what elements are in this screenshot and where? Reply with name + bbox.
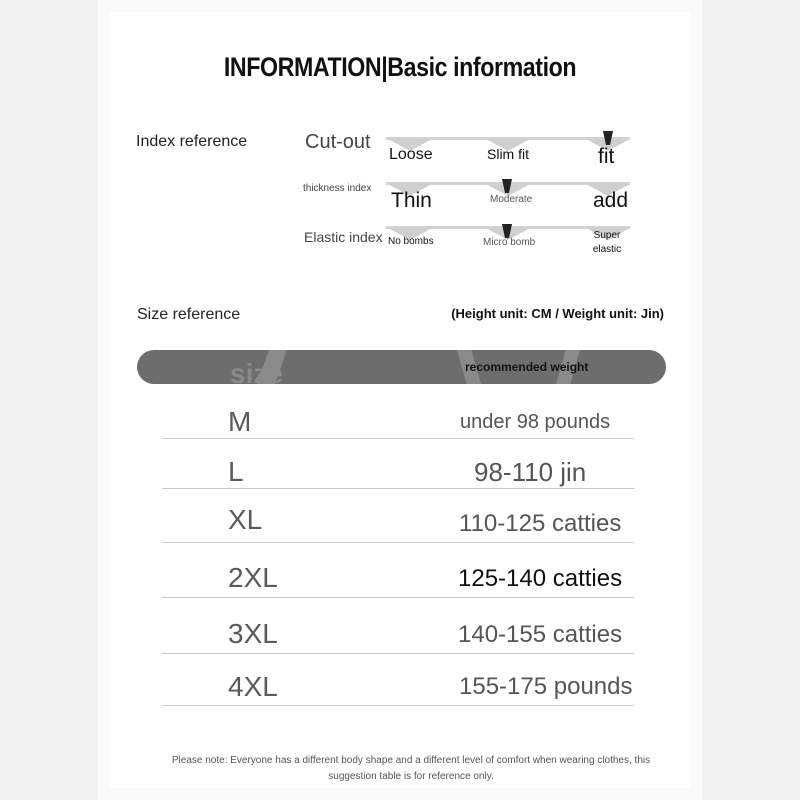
weight-column-header: recommended weight <box>465 360 589 374</box>
cut-out-option-fit: fit <box>598 145 615 168</box>
footnote: Please note: Everyone has a different body shape and a different level of comfort when wearing clothes, this suggestion table is for reference only. <box>171 755 651 782</box>
thickness-option-moderate: Moderate <box>490 194 533 205</box>
weight-cell-m: under 98 pounds <box>460 411 611 433</box>
size-column-header: size <box>230 358 283 389</box>
row-divider <box>162 653 634 654</box>
elastic-label: Elastic index <box>304 229 383 245</box>
elastic-option-none: No bombs <box>388 236 434 247</box>
unit-note: (Height unit: CM / Weight unit: Jin) <box>451 306 664 321</box>
info-card <box>110 12 690 788</box>
elastic-option-super: Super elastic <box>592 230 622 255</box>
cut-out-option-loose: Loose <box>389 146 433 163</box>
row-divider <box>162 597 634 598</box>
size-cell-m: M <box>228 406 252 437</box>
size-cell-xl: XL <box>228 504 263 535</box>
size-cell-l: L <box>228 456 244 487</box>
row-divider <box>162 705 634 706</box>
weight-cell-3xl: 140-155 catties <box>458 621 623 648</box>
thickness-option-thin: Thin <box>391 189 432 212</box>
size-reference-label: Size reference <box>137 306 241 323</box>
elastic-option-micro: Micro bomb <box>483 237 536 248</box>
size-cell-2xl: 2XL <box>228 562 278 593</box>
weight-cell-4xl: 155-175 pounds <box>459 673 633 700</box>
page-title: INFORMATION|Basic information <box>223 52 577 82</box>
index-reference-label: Index reference <box>136 133 248 150</box>
weight-cell-2xl: 125-140 catties <box>458 565 623 592</box>
row-divider <box>162 542 634 543</box>
row-divider <box>162 438 634 439</box>
row-divider <box>162 488 634 489</box>
thickness-option-add: add <box>593 189 629 212</box>
weight-cell-l: 98-110 jin <box>474 457 587 487</box>
weight-cell-xl: 110-125 catties <box>459 510 622 537</box>
size-cell-4xl: 4XL <box>228 671 278 702</box>
thickness-label: thickness index <box>303 183 372 194</box>
cut-out-option-slim: Slim fit <box>487 146 529 162</box>
size-cell-3xl: 3XL <box>228 618 278 649</box>
cut-out-label: Cut-out <box>305 131 371 153</box>
